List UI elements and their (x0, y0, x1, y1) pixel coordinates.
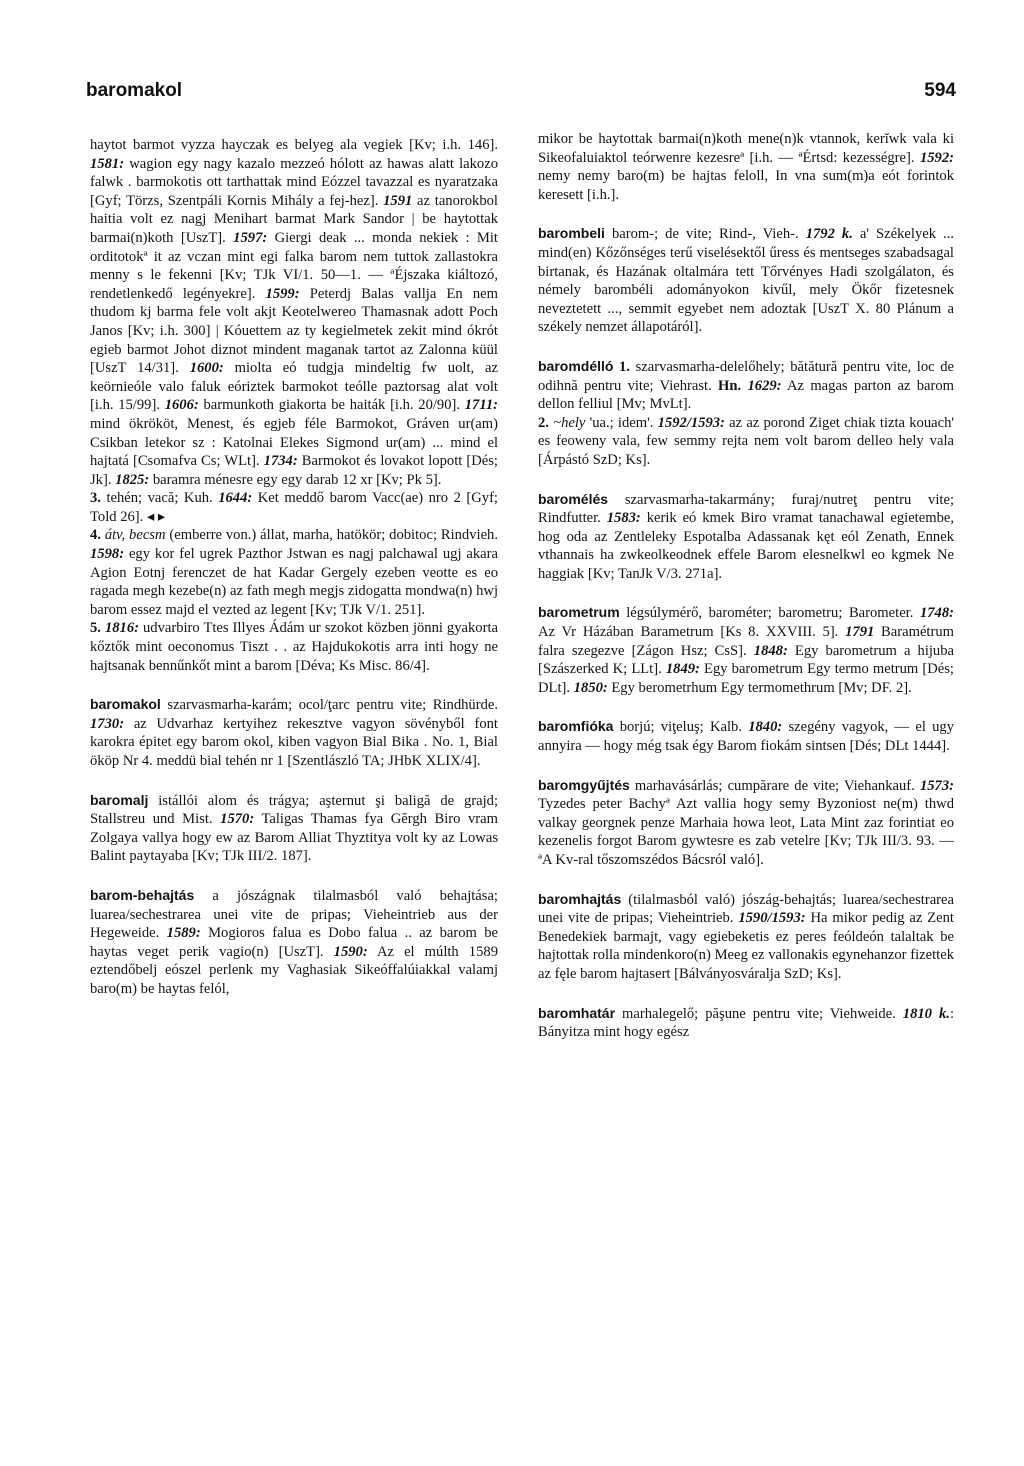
entry-headword: baromdélló (538, 357, 614, 374)
citation-year: 1592: (919, 149, 954, 166)
entry-text: légsúlymérő, barométer; barometru; Barometer. (619, 605, 920, 622)
entry-text: borjú; viţeluş; Kalb. (613, 719, 749, 736)
entry-text: Az magas parton az barom dellon felliul [Mv; MvLt]. (538, 377, 954, 413)
dictionary-entry (90, 886, 498, 999)
entry-text: Tyzedes peter Bachyª Azt vallia hogy semy Byzoniost ne(m) thwd valkay georgnek penze Marhaia howa leot, Lata Mint zaz forintiat eo kezenelis forgot Barom gywtesre es zab vetelre [Kv; TJk III/3. 93. — ªA Kv-ral tőszomszédos Bácsról való]. (538, 796, 954, 868)
citation-year: 1590: (333, 943, 368, 960)
dictionary-entry (90, 619, 498, 675)
entry-text: az Udvarhaz kertyihez rekesztve vagyon sövényből font karokra épitet egy barom okol, kiben vagyon Bial Bika . No. 1, Bial ököр Nr 4. meddü bial tehén nr 1 [Szentlászló TA; JHbK XLIX/4]. (90, 715, 498, 769)
dictionary-entry (538, 603, 954, 697)
dictionary-entry (538, 414, 954, 470)
entry-text: tehén; vacă; Kuh. (100, 490, 219, 507)
dictionary-entry (538, 890, 954, 984)
citation-year: 1810 k. (902, 1005, 950, 1022)
entry-text: a jószágnak tilalmasból való behajtása; luarea/sechestrarea unei vite de pripas; Vieheintrieb aus der Hegeweide. (90, 887, 498, 942)
citation-year: 1791 (845, 624, 875, 641)
entry-text: miolta eó tudgja mindeltig fw uolt, az keörnieóle valo faluk eóriztek barmokot teólle paztorsag alat volt [i.h. 15/99]. (90, 360, 498, 414)
entry-headword: baromhajtás (538, 890, 622, 907)
citation-year: 1840: (748, 719, 783, 736)
dictionary-entry (538, 224, 954, 337)
entry-text: marhavásárlás; cumpărare de vite; Viehankauf. (629, 777, 920, 794)
entry-text: udvarbiro Ttes Illyes Ádám ur szokot közben jönni gyakorta kőztők mint oeconomus Tiszt . . az Hajdukokotis arra inti hogy ne hajtsanak bennűnkőt mint a barom [Déva; Ks Misc. 86/4]. (90, 620, 498, 674)
dictionary-entry (538, 130, 954, 204)
entry-text: Egy barometrum Egy termo metrum [Dés; DLt]. (538, 661, 954, 696)
entry-text: az tanorokbol haitia volt ez nagj Menihart barmat Mark Sandor | be haytottak barmai(n)koth [UszT]. (90, 192, 498, 246)
citation-year: 1581: (90, 155, 125, 172)
entry-text: szarvasmarha-takarmány; furaj/nutreţ pentru vite; Rindfutter. (538, 491, 954, 527)
entry-text: ~hely (553, 414, 586, 431)
entry-text: 3. (90, 490, 101, 507)
entry-text: 4. (90, 527, 101, 544)
citation-year: 1644: (218, 490, 253, 507)
citation-year: 1589: (166, 925, 201, 942)
entry-text: Az el múlth 1589 eztendőbelj eószel perlenk my Vaghasiak Sikeóffalúiakkal valamj baro(m) be haytas felól, (90, 943, 498, 997)
citation-year: 1848: (753, 642, 788, 659)
entry-text: marhalegelő; păşune pentru vite; Viehweide. (615, 1005, 903, 1022)
entry-headword: barometrum (538, 604, 620, 621)
entry-text: Egy berometrhum Egy termomethrum [Mv; DF. 2]. (607, 679, 912, 696)
entry-text: mind ökrököt, Menest, és egjeb féle Barmokot, Gráven ur(am) Csikban letekor sz : Katolnai Elekes Sigmond ur(am) ... mind el hajtatá [Csomafva Cs; WLt]. (90, 415, 498, 470)
entry-text: haytot barmot vyzza hayczak es belyeg ala vegiek [Kv; i.h. 146]. (90, 137, 498, 153)
dictionary-entry (538, 717, 954, 755)
citation-year: 1592/1593: (657, 414, 725, 431)
citation-year: 1734: (263, 453, 298, 470)
entry-text: Baramétrum falra szegezve [Zágon Hsz; CsS]. (538, 624, 954, 659)
entry-text: szegény vagyok, — el ugy annyira — hogy még tsak égy Barom fiokám sintsen [Dés; DLt 1444]. (538, 719, 954, 755)
entry-text: (tilalmasból való) jószág-behajtás; luarea/sechestrarea unei vite de pripas; Vieheintrieb. (538, 891, 954, 927)
running-head-word: baromakol (86, 80, 183, 101)
citation-year: 1850: (573, 679, 608, 696)
entry-text: egy kor fel ugrek Pazthor Jstwan es nagj palchawal ugj akara Agion Eotnj ferenczet de hat Kadar Gergely ezeben veotte es eo ragada megh kezebe(n) az fath megh megjs zidogatta mondwa(n) hwj barom essez majd el vezted az legent [Kv; TJk V/1. 251]. (90, 546, 498, 618)
citation-year: 1590/1593: (738, 910, 806, 927)
citation-year: 1583: (606, 510, 641, 527)
entry-text: kerik eó kmek Biro vramat tanachawal egietembe, hog oda az Zentleleky Espotalba Adassanak kęt eól Zenath, Ennek vthannais ha zwkeolkeodnek effele Barom elesnelkwl eo kgmek Ne haggiak [Kv; TanJk V/3. 271a]. (538, 510, 954, 582)
entry-text: wagion egy nagy kazalo mezzeó hólott az hawas alatt lakozo falwk . barmokotis ott tarthattak mind Eózzel tavazzal es nyaratzaka [Gyf; Törzs, Szentpáli Kornis Mihály a fej-hez]. (90, 155, 498, 209)
entry-text: Taligas Thamas fya Gĕrgh Biro vram Zolgaya vallya hogy ew az Barom Alliat Thyztitya volt ky az Lowas Balint paytayaba [Kv; TJk III/2. 187]. (90, 811, 498, 865)
entry-text: Giergi deak ... monda nekiek : Mit orditotokª it az vczan mint egi falka barom nem tuttok zallastokra menny s le fekenni [Kv; TJk VI/1. 50—1. — ªÉjszaka kiáltozó, rendetlenkedő legényekre]. (90, 229, 498, 302)
citation-year: 1598: (90, 546, 125, 563)
entry-text: Ha mikor pedig az Zent Benedekiek barmajt, vagy egiebeketis ez peres feóldeón talaltak be hajtottak rolla mindenkoro(n) Meeg ez vallonakis egynehanzor fizettek az fęle barom hajtasert [Bálványosváralja SzD; Ks]. (538, 910, 954, 982)
citation-year: 1816: (104, 620, 139, 637)
entry-text: barmunkoth giakorta be haiták [i.h. 20/90]. (198, 397, 465, 414)
entry-text: baramra ménesre egy egy darab 12 xr [Kv; Pk 5]. (149, 471, 442, 488)
entry-text: az az porond Ziget chiak tizta kouach' es feoweny vala, few semmy rejta nem volt barom delleo hely vala [Árpástó SzD; Ks]. (538, 414, 955, 468)
dictionary-entry (90, 695, 498, 770)
entry-text: szarvasmarha-delelőhely; bătătură pentru vite, loc de odihnă pentru vite; Viehrast. (538, 358, 954, 394)
citation-year: 1606: (164, 397, 199, 414)
entry-text: : Bányitza mint hogy egész (538, 1005, 954, 1041)
citation-year: 1825: (115, 471, 150, 488)
entry-text: (emberre von.) állat, marha, hatökör; dobitoc; Rindvieh. (165, 527, 499, 544)
entry-text: Barmokot és lovakot lopott [Dés; Jk]. (90, 453, 498, 488)
entry-text: a' Székelyek ... mind(en) Kőzőnséges terű viselésektől űress és mentseges szabadsagal birtanak, és Hazának oltalmára tett Tőrvényes Hadi szolgálaton, és némely barombéli adományokon kivűl, mely Ökőr fizetesnek neveztetett ..., semmit egyebet nem adoztak [UszT X. 80 Plánum a székely nemzet állapotáról]. (538, 226, 954, 336)
dictionary-entry (90, 136, 498, 489)
entry-text: barom-; de vite; Rind-, Vieh-. (604, 226, 806, 243)
citation-year: 1599: (265, 285, 300, 302)
dictionary-entry (90, 526, 498, 619)
dictionary-entry (90, 489, 498, 526)
left-column (90, 136, 498, 999)
entry-headword: barombeli (538, 225, 605, 242)
entry-headword: baromgyűjtés (538, 776, 630, 793)
entry-text: Egy barometrum a hijuba [Szászerked K; LLt]. (538, 642, 954, 678)
entry-headword: barom-behajtás (90, 886, 195, 903)
citation-year: 1591 (383, 192, 413, 209)
dictionary-entry (538, 776, 954, 870)
entry-text: Ket meddő barom Vacc(ae) nro 2 [Gyf; Told 26]. ◂ ▸ (90, 490, 498, 525)
citation-year: 1711: (464, 397, 498, 414)
entry-text: Peterdj Balas vallja En nem thudom kj barma fele volt akjt Keotelwereo Thamasnak adott Poch Janos [Kv; i.h. 300] | Kóuettem az ty kegielmetek zekit mind ókrót egieb barmot Johot diznot mindent maganak tartot az Zalonna küül [UszT 14/31]. (90, 285, 498, 377)
right-column (538, 130, 954, 1042)
entry-headword: baromhatár (538, 1004, 616, 1021)
dictionary-entry (538, 357, 954, 414)
entry-text: nemy nemy baro(m) be hajtas feloll, In vna sum(m)a eót forintok keresett [i.h.]. (538, 168, 954, 203)
entry-text: Hn. (718, 377, 742, 394)
citation-year: 1570: (220, 811, 255, 828)
entry-text: Mogioros falua es Dobo falua .. az barom be haytas veget perik vagio(n) [UszT]. (90, 925, 498, 960)
entry-text: 'ua.; idem'. (585, 414, 658, 431)
entry-headword: baromélés (538, 490, 609, 507)
citation-year: 1597: (233, 229, 268, 246)
citation-year: 1629: (747, 377, 782, 394)
dictionary-entry (538, 490, 954, 584)
page-number: 594 (924, 80, 956, 101)
dictionary-entry (90, 791, 498, 866)
citation-year: 1730: (90, 715, 125, 732)
citation-year: 1600: (189, 360, 224, 377)
entry-headword: baromfióka (538, 718, 614, 735)
dictionary-entry (538, 1004, 954, 1042)
entry-text: mikor be haytottak barmai(n)koth mene(n)k vtannok, kerĭwk vala ki Sikeofaluiaktol teórwenre kezesreª [i.h. — ªÉrtsd: kezességre]. (538, 131, 954, 166)
citation-year: 1748: (919, 605, 954, 622)
citation-year: 1849: (665, 661, 700, 678)
entry-text: szarvasmarha-karám; ocol/ţarc pentru vite; Rindhürde. (160, 697, 498, 714)
entry-text: istállói alom és trágya; aşternut şi baligă de grajd; Stallstreu und Mist. (90, 792, 498, 828)
citation-year: 1573: (919, 777, 954, 794)
entry-text: 5. (90, 620, 101, 637)
entry-headword: baromakol (90, 696, 161, 713)
page-header (86, 80, 956, 112)
entry-text: Az Vr Házában Barametrum [Ks 8. XXVIII. 5]. (538, 624, 846, 641)
entry-headword: baromalj (90, 791, 149, 808)
entry-text: 2. (538, 414, 549, 431)
entry-text: átv, becsm (104, 527, 166, 544)
citation-year: 1792 k. (805, 226, 853, 243)
entry-text: 1. (619, 358, 630, 375)
